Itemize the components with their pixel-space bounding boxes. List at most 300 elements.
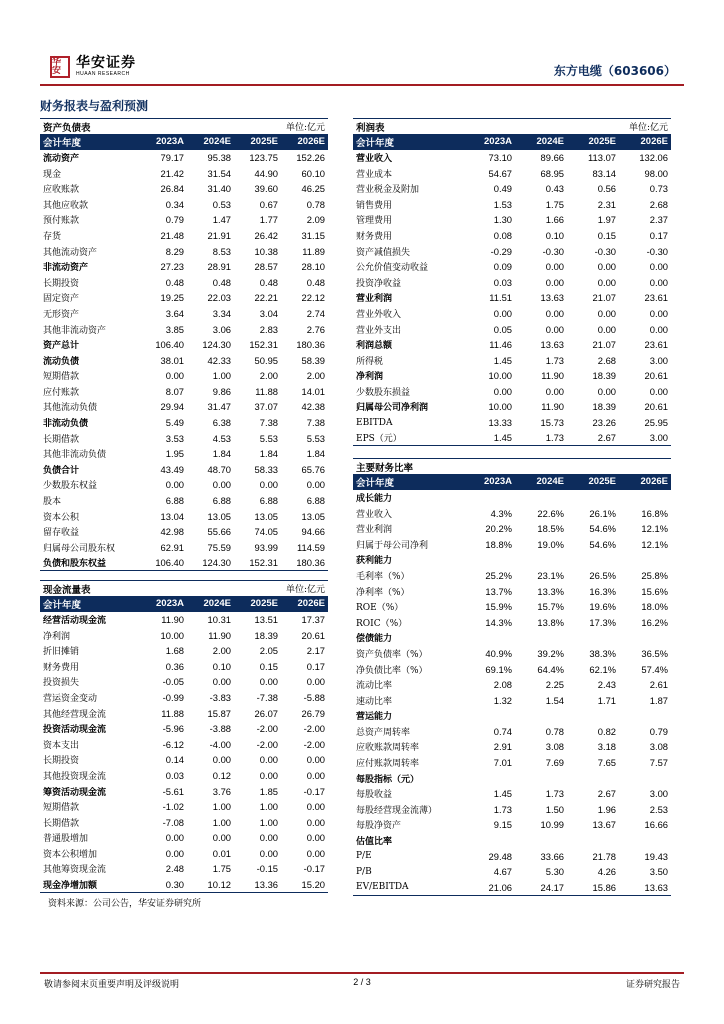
row-value: 13.7% — [485, 585, 512, 597]
row-value: 1.00 — [212, 801, 231, 813]
row-label: 存货 — [43, 231, 62, 242]
row-value: 0.56 — [597, 183, 616, 195]
row-label: 现金 — [43, 169, 62, 180]
row-label: 毛利率（%） — [356, 571, 410, 582]
row-value: 10.99 — [540, 819, 564, 831]
table-title: 资产负债表 — [40, 119, 234, 135]
table-row — [353, 614, 671, 630]
row-value: -5.88 — [303, 691, 325, 703]
row-label: 负债和股东权益 — [40, 555, 140, 571]
row-label: 每股经营现金流薄） — [356, 805, 438, 816]
row-value: 15.6% — [641, 585, 668, 597]
row-label: 营业外支出 — [356, 325, 402, 336]
row-value: 1.54 — [545, 694, 564, 706]
row-value: 1.32 — [493, 694, 512, 706]
row-label: ROIC（%） — [356, 618, 408, 629]
row-value: 3.34 — [212, 307, 231, 319]
row-value: 0.43 — [545, 183, 564, 195]
row-value: 0.79 — [165, 214, 184, 226]
table-row — [40, 861, 328, 877]
row-label: 少数股东损益 — [356, 387, 411, 398]
row-label: 每股收益 — [356, 790, 393, 801]
row-value — [619, 708, 671, 724]
row-value: 10.00 — [488, 370, 512, 382]
row-label: EBITDA — [356, 417, 393, 428]
row-value: 0.00 — [165, 479, 184, 491]
row-value: 0.00 — [259, 676, 278, 688]
table-row — [353, 290, 671, 306]
table-row — [353, 599, 671, 615]
table-row — [40, 493, 328, 509]
row-value: 1.68 — [165, 645, 184, 657]
row-value — [463, 552, 515, 568]
row-value: 152.31 — [249, 339, 278, 351]
row-value: 0.79 — [649, 725, 668, 737]
row-value — [619, 770, 671, 786]
row-value: 1.00 — [212, 370, 231, 382]
table-row — [353, 259, 671, 275]
row-value: 13.05 — [301, 510, 325, 522]
row-value: 0.48 — [306, 276, 325, 288]
header-year: 2026E — [281, 596, 328, 612]
row-label: 营业成本 — [356, 169, 393, 180]
row-value: 7.01 — [493, 757, 512, 769]
row-value — [619, 630, 671, 646]
row-value: 15.86 — [567, 880, 619, 896]
row-value: 69.1% — [485, 663, 512, 675]
table-unit: 单位:亿元 — [567, 119, 671, 135]
row-value: 7.38 — [306, 417, 325, 429]
table-row — [353, 739, 671, 755]
row-value: 44.90 — [254, 167, 278, 179]
balance-sheet-table — [40, 118, 328, 571]
row-value — [567, 770, 619, 786]
row-value: 0.00 — [649, 276, 668, 288]
company-logo — [50, 56, 136, 78]
row-value: 0.53 — [212, 198, 231, 210]
row-value: 31.40 — [207, 183, 231, 195]
source-note: 资料来源：公司公告，华安证券研究所 — [48, 899, 202, 909]
row-value: 26.42 — [254, 229, 278, 241]
row-label: 非流动负债 — [43, 419, 89, 430]
row-value: 0.00 — [545, 323, 564, 335]
table-header-row — [353, 474, 671, 490]
table-row — [353, 274, 671, 290]
row-value: 13.67 — [592, 819, 616, 831]
row-value: -0.30 — [542, 245, 564, 257]
row-value — [515, 708, 567, 724]
row-value: -2.00 — [303, 738, 325, 750]
row-value: 0.00 — [212, 479, 231, 491]
row-value: 1.73 — [493, 803, 512, 815]
row-value: 2.17 — [306, 645, 325, 657]
table-row — [40, 462, 328, 478]
row-value: 0.00 — [306, 479, 325, 491]
row-value: 24.17 — [515, 880, 567, 896]
table-row — [353, 228, 671, 244]
table-row — [353, 552, 671, 568]
row-value: 18.8% — [485, 538, 512, 550]
row-value: 4.67 — [493, 866, 512, 878]
table-row — [40, 243, 328, 259]
row-value: 94.66 — [301, 526, 325, 538]
row-value: 18.39 — [592, 401, 616, 413]
row-value: 37.07 — [254, 401, 278, 413]
row-value: 21.07 — [592, 292, 616, 304]
row-value: 83.14 — [592, 167, 616, 179]
row-value: 31.54 — [207, 167, 231, 179]
row-value: 6.88 — [306, 495, 325, 507]
row-label: 净负债比率（%） — [356, 665, 428, 676]
row-value: 6.38 — [212, 417, 231, 429]
row-value — [463, 630, 515, 646]
row-value: 0.00 — [597, 385, 616, 397]
row-value: 42.33 — [207, 354, 231, 366]
brand-name: 华安证券 — [76, 55, 136, 71]
row-value: 124.30 — [202, 339, 231, 351]
row-label: 获利能力 — [356, 556, 393, 567]
row-value: 0.17 — [306, 660, 325, 672]
row-value: 13.05 — [207, 510, 231, 522]
row-value — [515, 630, 567, 646]
row-value: 26.79 — [301, 707, 325, 719]
row-value: 11.51 — [489, 292, 512, 304]
row-label: 管理费用 — [356, 216, 393, 227]
row-value — [567, 833, 619, 849]
row-value: 0.34 — [165, 198, 184, 210]
row-value: 5.49 — [165, 417, 184, 429]
row-value: 0.00 — [545, 276, 564, 288]
row-label: 其他筹资现金流 — [43, 865, 107, 876]
row-label: 每股指标（元） — [356, 774, 420, 785]
row-value: 15.73 — [540, 417, 564, 429]
row-value: 75.59 — [207, 541, 231, 553]
table-row — [353, 692, 671, 708]
table-row — [40, 259, 328, 275]
row-value: 18.5% — [537, 523, 564, 535]
table-row — [353, 802, 671, 818]
row-value: -0.30 — [646, 245, 668, 257]
row-label: 短期借款 — [43, 372, 80, 383]
row-value: 57.4% — [641, 663, 668, 675]
row-value: 4.3% — [490, 507, 512, 519]
row-value: 3.85 — [165, 323, 184, 335]
row-label: 流动比率 — [356, 681, 393, 692]
row-label: 长期投资 — [43, 278, 80, 289]
row-value: 21.78 — [592, 850, 616, 862]
table-row — [353, 415, 671, 431]
row-value: 0.00 — [306, 754, 325, 766]
row-label: P/E — [356, 851, 372, 862]
row-label: 股本 — [43, 497, 62, 508]
row-value: 15.7% — [537, 601, 564, 613]
row-label: 资产负债率（%） — [356, 649, 428, 660]
row-value: 60.10 — [301, 167, 325, 179]
row-value: 2.00 — [212, 645, 231, 657]
row-value: 7.38 — [259, 417, 278, 429]
row-value: 25.95 — [644, 417, 668, 429]
row-label: 短期借款 — [43, 803, 80, 814]
row-value: 0.00 — [306, 816, 325, 828]
section-title: 财务报表与盈利预测 — [40, 99, 149, 113]
row-value — [567, 708, 619, 724]
row-value: 95.38 — [207, 151, 231, 163]
table-row — [40, 477, 328, 493]
row-value: 7.69 — [545, 757, 564, 769]
row-value: -0.17 — [303, 785, 325, 797]
table-row — [40, 540, 328, 556]
row-label: 其他投资现金流 — [43, 771, 107, 782]
row-label: 长期借款 — [43, 818, 80, 829]
row-value: 26.07 — [254, 707, 278, 719]
row-value: 3.08 — [545, 741, 564, 753]
table-row — [40, 877, 328, 893]
header-year: 2023A — [140, 134, 187, 150]
table-header-row — [40, 134, 328, 150]
header-year: 2025E — [567, 474, 619, 490]
table-row — [40, 368, 328, 384]
row-value: 0.48 — [165, 276, 184, 288]
row-value: 1.53 — [493, 198, 512, 210]
table-row — [353, 661, 671, 677]
row-label: 无形资产 — [43, 309, 80, 320]
row-value: 22.03 — [207, 292, 231, 304]
row-label: 净利率（%） — [356, 587, 410, 598]
table-row — [40, 768, 328, 784]
row-label: 投资活动现金流 — [43, 725, 107, 736]
row-label: 应收账款 — [43, 185, 80, 196]
row-value: 16.8% — [641, 507, 668, 519]
row-value: 16.66 — [644, 819, 668, 831]
row-value: 10.00 — [488, 401, 512, 413]
table-row — [40, 814, 328, 830]
row-value: 6.88 — [165, 495, 184, 507]
row-value: 1.84 — [212, 448, 231, 460]
row-value: 0.00 — [597, 323, 616, 335]
header-year: 2023A — [463, 134, 515, 150]
row-value — [619, 490, 671, 506]
header-year: 2026E — [619, 474, 671, 490]
header-year: 2025E — [234, 596, 281, 612]
row-label: 估值比率 — [356, 837, 393, 848]
table-row — [353, 306, 671, 322]
table-row — [40, 799, 328, 815]
row-value: 11.88 — [161, 707, 184, 719]
row-value: 28.10 — [301, 261, 325, 273]
table-row — [40, 181, 328, 197]
header-year: 2026E — [619, 134, 671, 150]
row-value: 17.37 — [301, 613, 325, 625]
row-value: 1.45 — [493, 788, 512, 800]
row-value: 0.00 — [306, 769, 325, 781]
row-value: 13.63 — [619, 880, 671, 896]
row-value: 1.50 — [545, 803, 564, 815]
row-value: 2.05 — [259, 645, 278, 657]
row-value: 19.43 — [644, 850, 668, 862]
row-value: 0.49 — [493, 183, 512, 195]
row-value: 42.98 — [160, 526, 184, 538]
row-value: 13.3% — [537, 585, 564, 597]
row-value: 2.53 — [649, 803, 668, 815]
row-label: ROE（%） — [356, 603, 404, 614]
row-value: -4.00 — [209, 738, 231, 750]
row-label: 总资产周转率 — [356, 727, 411, 738]
row-value: 18.39 — [254, 629, 278, 641]
header-year: 2026E — [281, 134, 328, 150]
table-row — [353, 490, 671, 506]
row-value: 0.00 — [597, 307, 616, 319]
table-row — [353, 196, 671, 212]
row-value: -0.05 — [162, 676, 184, 688]
row-value: 11.89 — [302, 245, 325, 257]
row-value: 22.12 — [301, 292, 325, 304]
table-title: 主要财务比率 — [353, 459, 567, 475]
row-label: 其他应收款 — [43, 200, 89, 211]
row-value: 3.76 — [212, 785, 231, 797]
row-value: 79.17 — [160, 151, 184, 163]
row-value: 2.31 — [597, 198, 616, 210]
row-value: 0.00 — [493, 307, 512, 319]
row-value: 0.08 — [493, 229, 512, 241]
row-value: 12.1% — [641, 523, 668, 535]
row-value: 0.00 — [165, 847, 184, 859]
row-value: 1.00 — [259, 816, 278, 828]
row-value: 2.68 — [597, 354, 616, 366]
table-row — [353, 755, 671, 771]
row-value: 21.91 — [207, 229, 231, 241]
row-value: 20.61 — [301, 629, 325, 641]
row-value: 10.38 — [254, 245, 278, 257]
row-value: 73.10 — [488, 151, 512, 163]
table-row — [353, 165, 671, 181]
row-label: 应收账款周转率 — [356, 743, 420, 754]
row-value: 106.40 — [140, 555, 187, 571]
row-value: 31.15 — [301, 229, 325, 241]
row-value: 1.75 — [545, 198, 564, 210]
row-value: 0.00 — [259, 479, 278, 491]
table-row — [353, 181, 671, 197]
row-value: 50.95 — [254, 354, 278, 366]
row-value: 0.00 — [306, 847, 325, 859]
row-value: 1.45 — [493, 354, 512, 366]
row-value: 11.90 — [208, 629, 231, 641]
table-row — [353, 786, 671, 802]
row-value: 1.73 — [545, 354, 564, 366]
row-value — [515, 770, 567, 786]
financial-ratios-table — [353, 458, 671, 896]
row-value: 0.00 — [493, 385, 512, 397]
header-year: 2024E — [187, 596, 234, 612]
row-value: 0.00 — [649, 307, 668, 319]
row-value: 0.00 — [306, 801, 325, 813]
row-value: 0.00 — [259, 769, 278, 781]
row-label: 投资净收益 — [356, 278, 402, 289]
row-value: 28.57 — [254, 261, 278, 273]
row-value: 2.76 — [306, 323, 325, 335]
row-value: 11.90 — [541, 401, 564, 413]
row-value: 0.00 — [259, 832, 278, 844]
row-value: 2.68 — [649, 198, 668, 210]
header-label: 会计年度 — [353, 474, 463, 490]
table-row — [40, 643, 328, 659]
table-row — [353, 646, 671, 662]
table-row — [353, 880, 671, 896]
page-number: 2 / 3 — [353, 977, 371, 987]
row-value: 10.00 — [160, 629, 184, 641]
row-value: 0.78 — [545, 725, 564, 737]
row-label: 经营活动现金流 — [43, 615, 107, 626]
row-value: 1.45 — [463, 430, 515, 446]
row-label: 现金净增加额 — [40, 877, 140, 893]
row-value: 98.00 — [644, 167, 668, 179]
row-value: 0.00 — [212, 754, 231, 766]
row-label: 营业利润 — [356, 525, 393, 536]
header-year: 2025E — [567, 134, 619, 150]
row-label: EV/EBITDA — [353, 880, 463, 896]
report-type: 证券研究报告 — [625, 980, 680, 990]
row-value: 13.51 — [254, 613, 278, 625]
row-value: 13.8% — [537, 616, 564, 628]
row-value: 1.00 — [259, 801, 278, 813]
row-label: 普通股增加 — [43, 834, 89, 845]
row-value: 0.14 — [165, 754, 184, 766]
table-row — [40, 196, 328, 212]
row-label: 成长能力 — [356, 493, 393, 504]
row-value: 14.01 — [301, 385, 325, 397]
row-value: 123.75 — [249, 151, 278, 163]
row-value: 8.29 — [165, 245, 184, 257]
row-value: 18.39 — [592, 370, 616, 382]
row-value — [515, 552, 567, 568]
row-label: 投资损失 — [43, 678, 80, 689]
row-value: 0.00 — [165, 370, 184, 382]
row-value: 19.6% — [589, 601, 616, 613]
table-row — [353, 864, 671, 880]
row-value: 1.71 — [597, 694, 616, 706]
row-value: 54.6% — [589, 523, 616, 535]
row-value: 0.74 — [493, 725, 512, 737]
row-label: 留存收益 — [43, 528, 80, 539]
row-value — [463, 770, 515, 786]
row-label: 资产总计 — [43, 341, 80, 352]
row-value: 0.00 — [545, 307, 564, 319]
row-value: 0.73 — [649, 183, 668, 195]
logo-seal-icon: 华安 — [50, 56, 70, 78]
row-value: 124.30 — [187, 555, 234, 571]
row-value: 46.25 — [301, 183, 325, 195]
table-row — [353, 352, 671, 368]
row-value: 48.70 — [207, 463, 231, 475]
table-row — [40, 337, 328, 353]
row-value: 43.49 — [160, 463, 184, 475]
header-label: 会计年度 — [40, 596, 140, 612]
table-unit: 单位:亿元 — [234, 119, 328, 135]
row-value: 0.03 — [165, 769, 184, 781]
row-label: 其他非流动负债 — [43, 450, 107, 461]
table-row — [353, 536, 671, 552]
cash-flow-table — [40, 580, 328, 893]
row-value: 3.00 — [619, 430, 671, 446]
row-value: 1.73 — [515, 430, 567, 446]
row-value: 23.1% — [537, 569, 564, 581]
row-value: 33.66 — [540, 850, 564, 862]
row-value: -0.15 — [256, 863, 278, 875]
row-value: 2.43 — [597, 679, 616, 691]
row-value: 6.88 — [259, 495, 278, 507]
table-title-row — [353, 119, 671, 135]
row-label: 资本公积 — [43, 512, 80, 523]
table-header-row — [40, 596, 328, 612]
